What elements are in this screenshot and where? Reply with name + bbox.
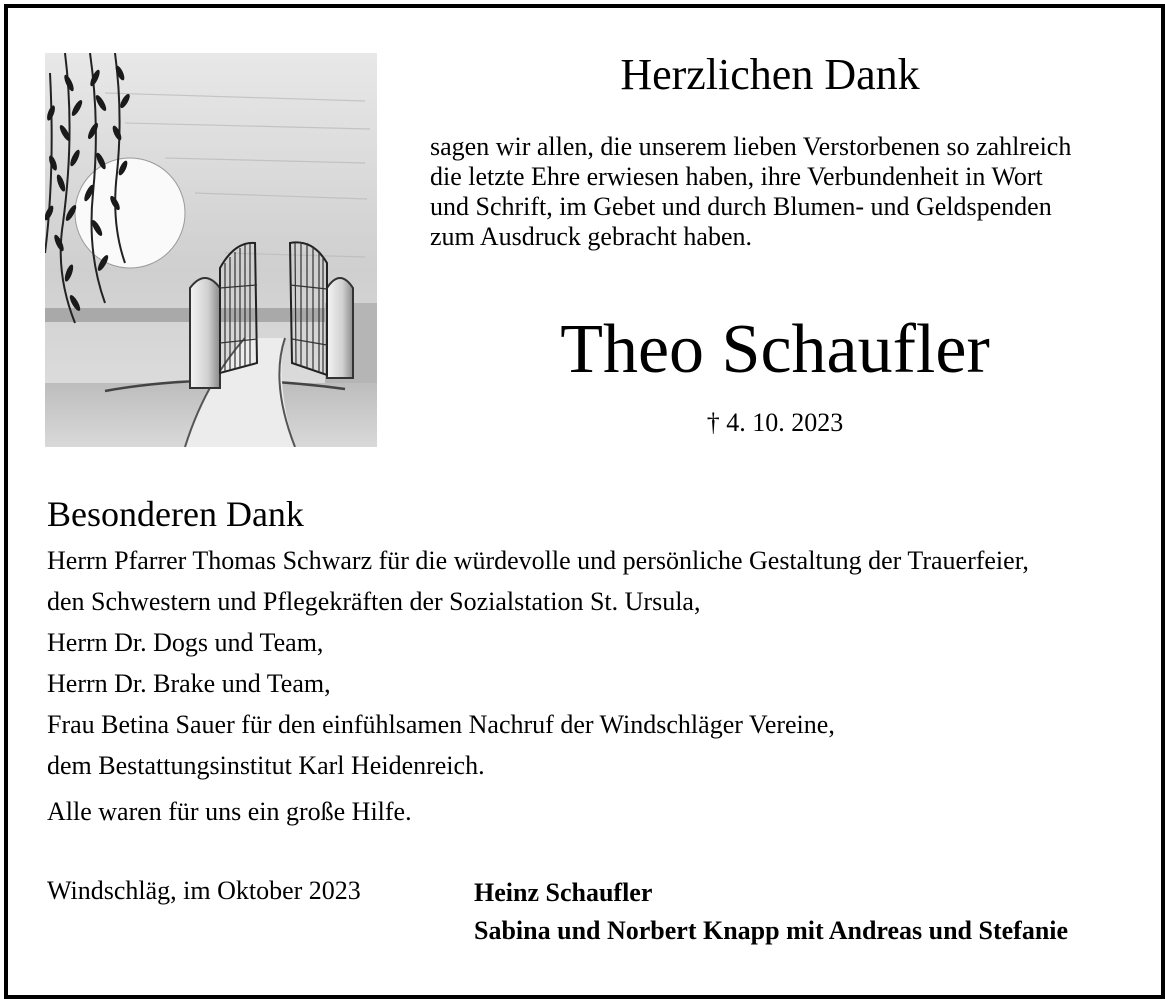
place-and-date: Windschläg, im Oktober 2023 (47, 876, 361, 905)
intro-line: die letzte Ehre erwiesen haben, ihre Verbundenheit in Wort (430, 162, 1043, 191)
thanks-line: dem Bestattungsinstitut Karl Heidenreich. (47, 751, 485, 780)
notice-heading: Herzlichen Dank (620, 50, 920, 99)
thanks-line: Herrn Pfarrer Thomas Schwarz für die würdevolle und persönliche Gestaltung der Trauerfeier, (47, 546, 1029, 575)
death-date: † 4. 10. 2023 (706, 408, 844, 437)
signer-line: Sabina und Norbert Knapp mit Andreas und Stefanie (474, 916, 1069, 945)
intro-line: sagen wir allen, die unserem lieben Verstorbenen so zahlreich (430, 132, 1072, 161)
intro-line: zum Ausdruck gebracht haben. (430, 222, 753, 251)
special-thanks-list (47, 540, 1147, 786)
thanks-line: Frau Betina Sauer für den einfühlsamen Nachruf der Windschläger Vereine, (47, 710, 835, 739)
intro-line: und Schrift, im Gebet und durch Blumen- und Geldspenden (430, 192, 1052, 221)
special-thanks-heading: Besonderen Dank (47, 494, 304, 534)
signer-line: Heinz Schaufler (474, 878, 653, 907)
signers (474, 874, 1068, 950)
thanks-line: Herrn Dr. Brake und Team, (47, 669, 331, 698)
gate-moon-willow-illustration (45, 53, 377, 447)
deceased-name: Theo Schaufler (560, 311, 990, 388)
closing-sentence: Alle waren für uns ein große Hilfe. (47, 797, 412, 826)
thanks-line: Herrn Dr. Dogs und Team, (47, 628, 324, 657)
thanks-line: den Schwestern und Pflegekräften der Sozialstation St. Ursula, (47, 587, 701, 616)
intro-paragraph (430, 132, 1130, 252)
